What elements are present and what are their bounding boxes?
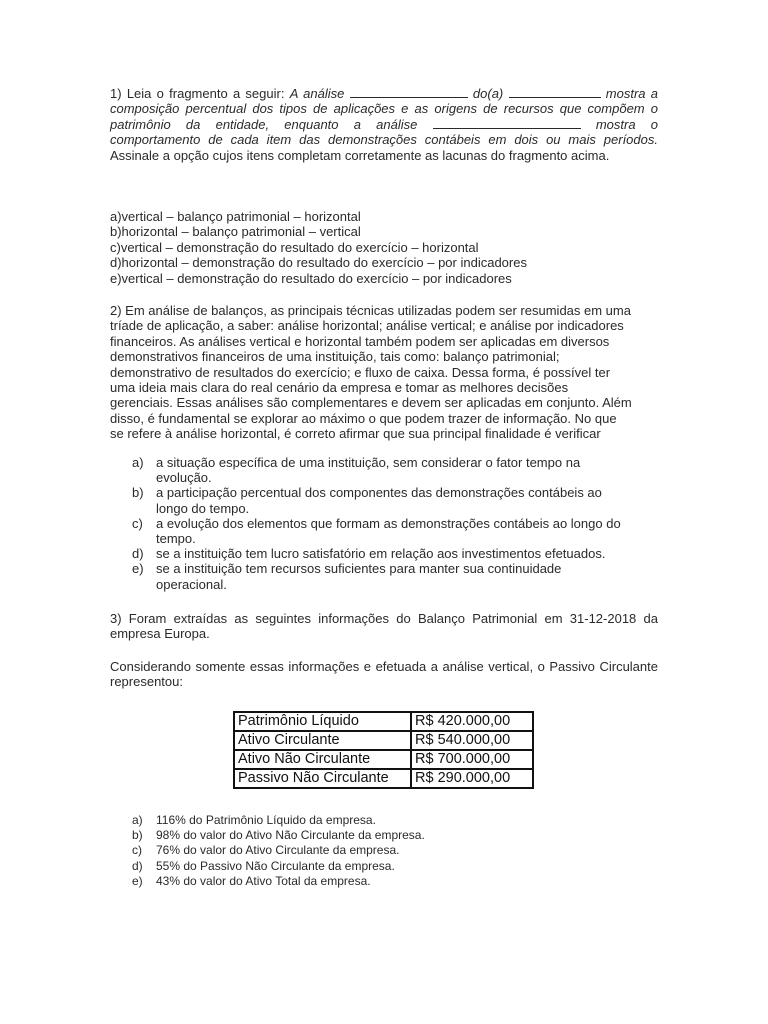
table-label-cell: Passivo Não Circulante bbox=[234, 769, 411, 788]
table-row bbox=[234, 712, 533, 731]
option-text: a evolução dos elementos que formam as demonstrações contábeis ao longo do bbox=[156, 515, 621, 531]
q3-option-d bbox=[110, 859, 670, 874]
option-text: a situação específica de uma instituição, sem considerar o fator tempo na bbox=[156, 455, 581, 470]
option-letter: b) bbox=[132, 828, 143, 843]
option-letter: e) bbox=[132, 873, 143, 888]
option-text: a participação percentual dos componentes das demonstrações contábeis ao bbox=[156, 485, 602, 501]
option-letter: c) bbox=[132, 515, 143, 531]
option-letter: a) bbox=[132, 813, 143, 827]
option-letter: a) bbox=[132, 455, 144, 470]
q2-line: se refere à análise horizontal, é correto afirmar que sua principal finalidade é verificar bbox=[110, 426, 601, 442]
table-value-cell: R$ 420.000,00 bbox=[411, 712, 533, 731]
question-3-options bbox=[110, 813, 670, 889]
option-text: tempo. bbox=[156, 531, 196, 547]
q2-line: uma ideia mais clara do real cenário da empresa e tomar as melhores decisões bbox=[110, 380, 569, 396]
option-text: evolução. bbox=[156, 470, 212, 486]
option-letter: e) bbox=[132, 561, 144, 577]
q1-instruction: Assinale a opção cujos itens completam corretamente as lacunas do fragmento acima. bbox=[110, 147, 610, 163]
q1-option-e: e)vertical – demonstração do resultado do exercício – por indicadores bbox=[110, 270, 512, 286]
question-3-intro: 3) Foram extraídas as seguintes informações do Balanço Patrimonial em 31-12-2018 da empresa Europa. bbox=[110, 611, 658, 642]
table-label-cell: Ativo Circulante bbox=[234, 731, 411, 750]
question-3-prompt: Considerando somente essas informações e efetuada a análise vertical, o Passivo Circulante representou: bbox=[110, 659, 658, 690]
q2-option-d bbox=[110, 546, 670, 561]
table-value-cell: R$ 540.000,00 bbox=[411, 731, 533, 750]
q2-line: gerenciais. Essas análises são complementares e devem ser aplicadas em conjunto. Além bbox=[110, 395, 632, 411]
table-row bbox=[234, 731, 533, 750]
option-text: longo do tempo. bbox=[156, 500, 250, 516]
q1-option-a: a)vertical – balanço patrimonial – horizontal bbox=[110, 209, 361, 224]
question-2-options bbox=[110, 455, 670, 592]
option-letter: b) bbox=[132, 485, 144, 501]
option-text: 55% do Passivo Não Circulante da empresa. bbox=[156, 858, 395, 873]
question-2-text bbox=[110, 303, 658, 442]
question-1-text bbox=[110, 86, 658, 163]
q2-line: demonstrativo de resultados do exercício; e fluxo de caixa. Dessa forma, é possível ter bbox=[110, 364, 611, 380]
q2-line: disso, é fundamental se explorar ao máximo o que podem trazer de informação. No que bbox=[110, 410, 617, 426]
q2-option-c bbox=[110, 516, 670, 546]
q1-fragment-1: A análise bbox=[289, 86, 350, 101]
q1-option-d: d)horizontal – demonstração do resultado do exercício – por indicadores bbox=[110, 255, 527, 271]
q1-fragment-2: do(a) bbox=[467, 86, 509, 101]
q2-option-e bbox=[110, 561, 670, 591]
q1-option-c: c)vertical – demonstração do resultado do exercício – horizontal bbox=[110, 239, 479, 255]
table-row bbox=[234, 769, 533, 788]
option-text: operacional. bbox=[156, 576, 227, 592]
option-text: 76% do valor do Ativo Circulante da empresa. bbox=[156, 843, 400, 858]
option-text: se a instituição tem recursos suficientes para manter sua continuidade bbox=[156, 561, 562, 577]
q3-option-e bbox=[110, 874, 670, 889]
option-text: se a instituição tem lucro satisfatório em relação aos investimentos efetuados. bbox=[156, 546, 606, 562]
table-label-cell: Ativo Não Circulante bbox=[234, 750, 411, 769]
q2-line: tríade de aplicação, a saber: análise horizontal; análise vertical; e análise por indicadores bbox=[110, 318, 624, 334]
q1-fragment-4: mostra o comportamento de cada item das demonstrações contábeis em dois ou mais períodos. bbox=[110, 116, 659, 148]
option-letter: c) bbox=[132, 843, 142, 858]
q2-line: 2) Em análise de balanços, as principais técnicas utilizadas podem ser resumidas em uma bbox=[110, 303, 631, 318]
q3-option-c bbox=[110, 843, 670, 858]
table-value-cell: R$ 700.000,00 bbox=[411, 750, 533, 769]
q1-lead: 1) Leia o fragmento a seguir: bbox=[110, 86, 290, 101]
table-row bbox=[234, 750, 533, 769]
option-letter: d) bbox=[132, 546, 144, 562]
q3-option-a bbox=[110, 813, 670, 828]
question-1-options bbox=[110, 209, 527, 286]
option-text: 98% do valor do Ativo Não Circulante da empresa. bbox=[156, 828, 425, 843]
q2-option-a bbox=[110, 455, 670, 485]
balance-sheet-table bbox=[233, 711, 534, 789]
q1-option-b: b)horizontal – balanço patrimonial – vertical bbox=[110, 224, 361, 240]
q3-option-b bbox=[110, 828, 670, 843]
q2-line: demonstrativos financeiros de uma instituição, tais como: balanço patrimonial; bbox=[110, 349, 560, 365]
q1-blank-1 bbox=[350, 86, 468, 98]
q1-blank-3 bbox=[433, 117, 581, 129]
q2-line: financeiros. As análises vertical e horizontal também podem ser aplicadas em diversos bbox=[110, 333, 610, 349]
option-text: 43% do valor do Ativo Total da empresa. bbox=[156, 873, 371, 888]
q1-blank-2 bbox=[509, 86, 601, 98]
option-text: 116% do Patrimônio Líquido da empresa. bbox=[156, 813, 376, 827]
table-value-cell: R$ 290.000,00 bbox=[411, 769, 533, 788]
option-letter: d) bbox=[132, 858, 143, 873]
q2-option-b bbox=[110, 485, 670, 515]
table-label-cell: Patrimônio Líquido bbox=[234, 712, 411, 731]
q1-fragment-3: mostra a composição percentual dos tipos de aplicações e as origens de recursos que compõem o patrimônio da entidade, enquanto a análise bbox=[110, 86, 658, 132]
